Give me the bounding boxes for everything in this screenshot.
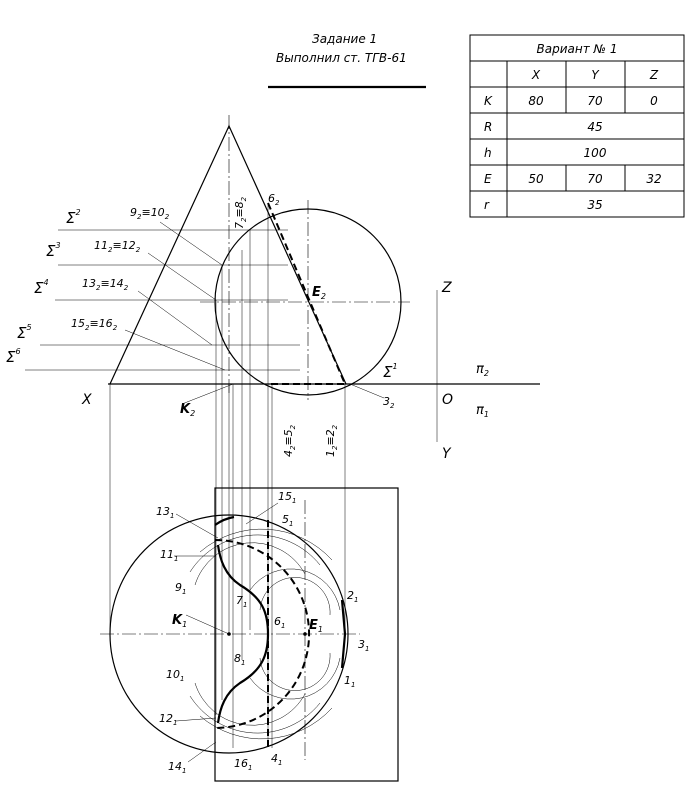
sigma1-label: $\Sigma^1$ [383,362,398,381]
label-3-plan: $3_1$ [358,638,370,653]
label-3-front: $3_2$ [383,395,395,410]
label-13-14-front: $13_2\equiv 14_2$ [82,277,129,292]
leader-11-12 [148,253,216,300]
label-11-plan: $11_1$ [160,548,179,563]
e1-point [303,632,307,636]
table-title: Вариант № 1 [536,42,618,56]
axis-label-y: Y [442,446,451,462]
label-2-plan: $2_1$ [347,589,359,604]
leader-k2 [182,384,233,404]
label-e2: $E_2$ [312,285,326,301]
axis-label-x: X [82,392,92,408]
cell-e-z: 32 [646,172,662,186]
label-1-plan: $1_1$ [344,674,356,689]
row-label-r-small: r [484,198,489,212]
label-10-plan: $10_1$ [166,668,185,683]
leader-13-14 [138,291,212,345]
label-7-8-front: $7_2\equiv 8_2$ [233,196,248,229]
label-12-plan: $12_1$ [159,712,178,727]
leader-9-10 [160,222,222,265]
label-6-front: $6_2$ [268,192,280,207]
axis-label-z: Z [442,280,452,296]
label-15-plan: $15_1$ [278,490,297,505]
col-z: Z [649,68,659,82]
sigma3-label: $\Sigma^3$ [46,241,61,260]
projection-lines [110,203,345,748]
intersection-plan-curve [215,517,268,723]
label-9-10-front: $9_2\equiv 10_2$ [130,206,170,221]
label-4-5-front: $4_2\equiv 5_2$ [282,424,297,457]
label-16-plan: $16_1$ [234,757,253,772]
label-4-plan: $4_1$ [271,752,283,767]
cell-r-small: 35 [587,198,603,212]
plane-pi2-label: $\pi_2$ [476,362,489,378]
table-frame [470,35,684,217]
row-label-h: h [484,146,492,160]
axis-label-origin: O [442,392,454,408]
label-6-plan: $6_1$ [274,615,286,630]
label-e1: $E_1$ [309,618,323,634]
leader-3-2 [350,384,384,398]
front-view [6,115,410,457]
row-label-r: R [484,120,493,134]
row-label-k: K [484,94,492,108]
label-k1: $K_1$ [172,613,188,629]
cell-h: 100 [583,146,607,160]
cell-e-x: 50 [528,172,544,186]
cell-e-y: 70 [587,172,603,186]
k1-point [227,632,231,636]
sigma2-label: $\Sigma^2$ [66,208,81,227]
sigma5-label: $\Sigma^5$ [17,323,32,342]
row-label-e: E [484,172,492,186]
cell-k-z: 0 [650,94,658,108]
projection-axes [81,280,540,462]
plan-view [100,488,398,781]
sigma6-label: $\Sigma^6$ [6,347,21,366]
label-11-12-front: $11_2\equiv 12_2$ [94,239,141,254]
sigma4-label: $\Sigma^4$ [34,278,49,297]
label-14-plan: $14_1$ [168,760,187,775]
variant-table [470,35,684,217]
col-x: X [531,68,541,82]
label-1-2-front: $1_2\equiv 2_2$ [324,424,339,457]
col-y: Y [591,68,599,82]
label-5-plan: $5_1$ [282,513,294,528]
task-title: Задание 1 [312,32,378,46]
label-9-plan: $9_1$ [175,581,187,596]
label-7-plan: $7_1$ [236,594,248,609]
plane-pi1-label: $\pi_1$ [476,403,489,419]
label-8-plan: $8_1$ [234,652,246,667]
cell-k-y: 70 [587,94,603,108]
leader-15-16 [125,330,225,370]
author-line: Выполнил ст. ТГВ-61 [276,51,407,65]
title-block [268,32,426,87]
label-15-16-front: $15_2\equiv 16_2$ [71,317,118,332]
label-13-plan: $13_1$ [156,505,175,520]
cell-r: 45 [587,120,603,134]
cell-k-x: 80 [528,94,544,108]
label-k2: $K_2$ [180,402,196,418]
